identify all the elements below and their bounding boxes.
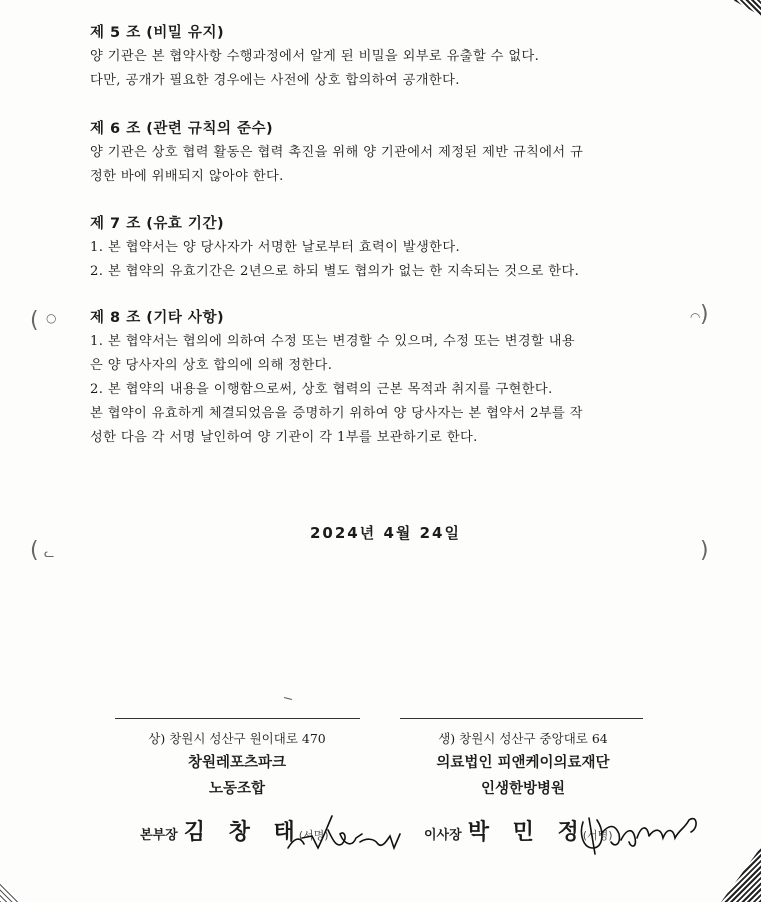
handwritten-signature-left [282, 808, 412, 858]
article-line: 성한 다음 각 서명 날인하여 양 기관이 각 1부를 보관하기로 한다. [90, 430, 478, 445]
scan-corner-artifact [733, 0, 761, 16]
article-7 [90, 212, 680, 284]
signing-date: 2024년 4월 24일 [310, 524, 461, 542]
article-line: 은 양 당사자의 상호 합의에 의해 정한다. [90, 358, 333, 373]
signatory-name: 김 창 태 [183, 820, 303, 845]
party-right [398, 728, 648, 802]
handwritten-signature-right [575, 804, 705, 859]
article-line: 1. 본 협약서는 협의에 의하여 수정 또는 변경할 수 있으며, 수정 또는 변경할 내용 [90, 334, 575, 349]
article-line: 양 기관은 상호 협력 활동은 협력 촉진을 위해 양 기관에서 제정된 제반 규칙에서 규 [90, 145, 584, 160]
seal-mark: (서명) [298, 829, 329, 842]
party-org: 의료법인 피앤케이의료재단 [436, 755, 610, 771]
signatory-role: 본부장 [140, 828, 178, 843]
signatory-name: 박 민 정 [467, 820, 587, 845]
punch-hole-mark-icon: ) [700, 538, 709, 563]
article-line: 다만, 공개가 필요한 경우에는 사전에 상호 합의하여 공개한다. [90, 73, 460, 88]
signature-rule-right [400, 718, 643, 719]
article-heading: 제 7 조 (유효 기간) [90, 216, 225, 232]
punch-hole-mark-icon: ○ [46, 311, 57, 325]
punch-hole-mark-icon: ) [700, 302, 709, 327]
punch-hole-mark-icon: ( [30, 308, 39, 333]
article-line: 양 기관은 본 협약사항 수행과정에서 알게 된 비밀을 외부로 유출할 수 없다. [90, 49, 540, 64]
article-heading: 제 8 조 (기타 사항) [90, 310, 225, 326]
scan-speck [284, 697, 292, 700]
article-heading: 제 6 조 (관련 규칙의 준수) [90, 121, 274, 137]
party-address: 상) 창원시 성산구 원이대로 470 [148, 731, 326, 746]
scan-corner-artifact [0, 880, 22, 902]
article-line: 2. 본 협약의 내용을 이행함으로써, 상호 협력의 근본 목적과 취지를 구현한다. [90, 382, 553, 397]
article-heading: 제 5 조 (비밀 유지) [90, 25, 225, 41]
article-6 [90, 117, 680, 189]
punch-hole-mark-icon: ᓚ [44, 546, 55, 560]
party-left [112, 728, 362, 802]
party-org-sub: 노동조합 [208, 781, 266, 797]
party-org-sub: 인생한방병원 [480, 781, 566, 797]
scan-corner-artifact [721, 847, 761, 902]
punch-hole-mark-icon: ( [30, 538, 39, 563]
seal-mark: (서명) [582, 829, 613, 842]
party-org: 창원레포츠파크 [187, 755, 287, 771]
signatory-role: 이사장 [424, 828, 462, 843]
article-5 [90, 21, 680, 93]
signature-rule-left [115, 718, 360, 719]
article-line: 정한 바에 위배되지 않아야 한다. [90, 169, 284, 184]
punch-hole-mark-icon: ◠ [690, 310, 701, 324]
party-address: 생) 창원시 성산구 중앙대로 64 [438, 731, 608, 746]
article-line: 2. 본 협약의 유효기간은 2년으로 하되 별도 협의가 없는 한 지속되는 것으로 한다. [90, 264, 580, 279]
article-line: 본 협약이 유효하게 체결되었음을 증명하기 위하여 양 당사자는 본 협약서 2부를 작 [90, 406, 583, 421]
article-8 [90, 306, 680, 450]
article-line: 1. 본 협약서는 양 당사자가 서명한 날로부터 효력이 발생한다. [90, 240, 461, 255]
